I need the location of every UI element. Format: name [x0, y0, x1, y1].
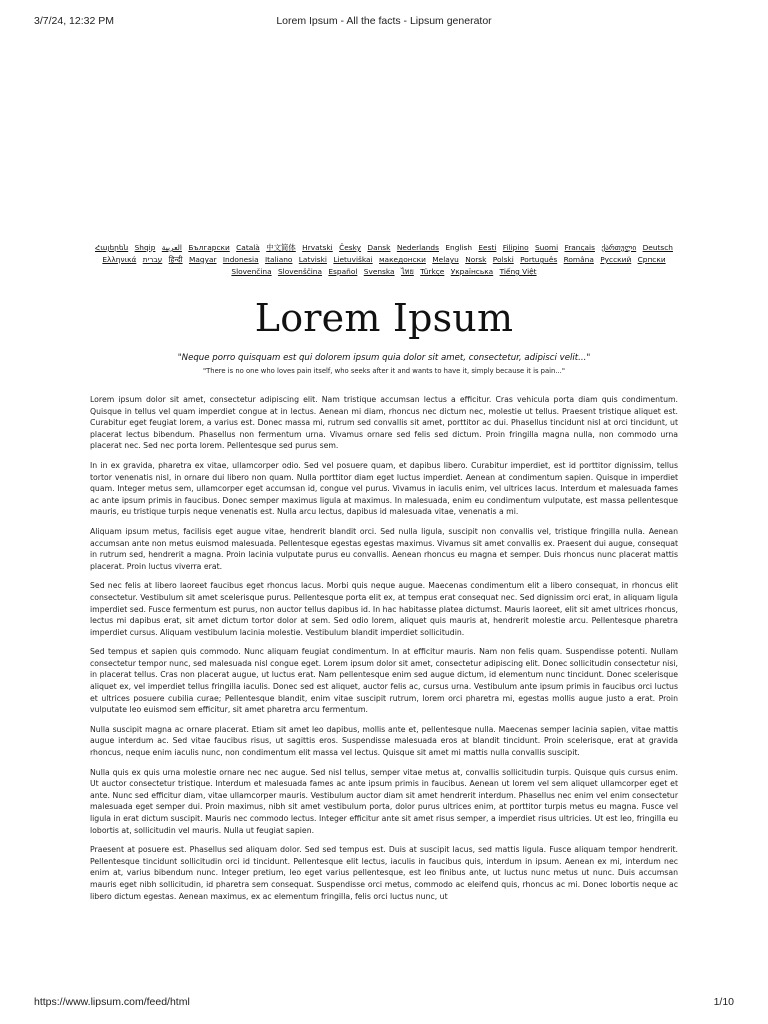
print-page-title: Lorem Ipsum - All the facts - Lipsum generator [276, 15, 492, 27]
body-paragraph: Nulla quis ex quis urna molestie ornare nec nec augue. Sed nisl tellus, semper vitae metus at, convallis sollicitudin turpis. Quisque quis cursus enim. Ut auctor consectetur tristique. Interdum et malesuada fames ac ante ipsum primis in faucibus. Aenean ut lorem vel sem aliquet ullamcorper eget et ante. Nunc sed efficitur diam, vitae ullamcorper mauris. Vestibulum auctor diam sit amet hendrerit interdum. Phasellus nec enim vel enim consectetur malesuada eget semper dui. Proin maximus, nibh sit amet vestibulum porta, dolor purus ultrices enim, at porttitor turpis metus eu magna. Fusce vel ligula in erat dictum suscipit. Mauris nec commodo lectus. Integer efficitur ante sit amet risus semper, a imperdiet risus ultricies. Ut est leo, fringilla eu lobortis at, sollicitudin vel mauris. Nulla ut feugiat sapien. [90, 767, 678, 835]
language-link[interactable]: Suomi [534, 243, 559, 252]
language-link[interactable]: Tiếng Việt [499, 267, 537, 276]
language-link[interactable]: Svenska [363, 267, 395, 276]
language-link[interactable]: Shqip [134, 243, 156, 252]
language-link[interactable]: Hrvatski [302, 243, 333, 252]
language-link[interactable]: हिन्दी [168, 255, 183, 264]
body-paragraph: Praesent at posuere est. Phasellus sed aliquam dolor. Sed sed tempus est. Duis at suscipit lacus, sed mattis ligula. Fusce aliquam tempor hendrerit. Pellentesque tincidunt sollicitudin orci id tincidunt. Pellentesque elit lectus, iaculis in faucibus quis, interdum in ipsum. Aenean ex mi, interdum nec enim at, varius bibendum nunc. Integer pretium, leo eget varius pellentesque, est leo finibus ante, ut luctus nunc metus ut nunc. Duis accumsan mauris eget nibh sollicitudin, id pharetra sem consequat. Suspendisse orci metus, commodo ac eleifend quis, rhoncus ac mi. Donec lobortis neque ac libero dictum egestas. Aenean maximus, ex ac elementum fringilla, felis orci luctus nunc, ut [90, 845, 678, 901]
quote-english: "There is no one who loves pain itself, who seeks after it and wants to have it, simply because it is pain..." [203, 367, 565, 375]
body-paragraph: Nulla suscipit magna ac ornare placerat. Etiam sit amet leo dapibus, mollis ante et, pellentesque nulla. Maecenas semper lacinia sapien, vitae mattis augue interdum ac. Sed vitae faucibus risus, ut sagittis eros. Suspendisse malesuada eros at blandit tincidunt. Proin scelerisque, erat at gravida rhoncus, neque enim iaculis nunc, non condimentum elit massa vel lectus. Quisque sit amet mi mattis nulla convallis suscipit. [90, 724, 678, 758]
language-link[interactable]: Latviski [298, 255, 327, 264]
print-url: https://www.lipsum.com/feed/html [34, 996, 190, 1008]
language-link[interactable]: العربية [161, 243, 182, 252]
language-link[interactable]: Nederlands [396, 243, 439, 252]
language-link[interactable]: עברית [142, 255, 163, 264]
language-link[interactable]: Dansk [367, 243, 391, 252]
language-link[interactable]: Slovenščina [277, 267, 323, 276]
language-link[interactable]: Deutsch [642, 243, 673, 252]
language-link[interactable]: Ελληνικά [102, 255, 137, 264]
language-link[interactable]: Pyccкий [600, 255, 632, 264]
body-paragraph: Aliquam ipsum metus, facilisis eget augue vitae, hendrerit blandit orci. Sed nulla ligula, suscipit non convallis vel, tristique fringilla nulla. Aenean accumsan ante non metus euismod malesuada. Pellentesque egestas egestas maximus. Vivamus sit amet convallis ex. Praesent dui augue, consequat in rutrum sed, hendrerit a magna. Proin lacinia vulputate purus eu convallis. Aenean rhoncus eu magna et semper. Duis rhoncus nunc placerat mattis placerat. Proin luctus viverra erat. [90, 526, 678, 571]
language-link[interactable]: 中文简体 [266, 243, 296, 252]
language-link[interactable]: Português [520, 255, 558, 264]
language-link[interactable]: македонски [378, 255, 426, 264]
language-link[interactable]: Indonesia [222, 255, 259, 264]
language-link: English [445, 243, 473, 252]
lorem-ipsum-logo: Lorem Ipsum [254, 296, 514, 340]
language-link[interactable]: Հայերեն [95, 243, 129, 252]
language-link[interactable]: Polski [492, 255, 514, 264]
language-link[interactable]: Lietuviškai [333, 255, 373, 264]
language-link[interactable]: Српски [637, 255, 666, 264]
language-link[interactable]: ქართული [601, 243, 637, 252]
language-link[interactable]: Українська [450, 267, 494, 276]
body-paragraph: Sed tempus et sapien quis commodo. Nunc aliquam feugiat condimentum. In at efficitur mauris. Nam non felis quam. Suspendisse potenti. Nullam consectetur tempor nunc, sed malesuada nisl congue eget. Lorem ipsum dolor sit amet, consectetur adipiscing elit. Donec sollicitudin consectetur nisi, in placerat tellus. Cras non placerat augue, ut luctus erat. Nam pellentesque enim sed augue dictum, id elementum nunc tincidunt. Donec scelerisque aliquet ex, vel imperdiet tellus fringilla iaculis. Donec sed est aliquet, auctor felis ac, cursus urna. Vestibulum ante ipsum primis in faucibus orci luctus et ultrices posuere cubilia curae; Pellentesque blandit, enim vitae suscipit rutrum, lorem orci pharetra mi, egestas mollis augue justo a erat. Proin vulputate leo euismod sem efficitur, sit amet pharetra arcu fermentum. [90, 647, 678, 715]
quote-latin: "Neque porro quisquam est qui dolorem ipsum quia dolor sit amet, consectetur, adipisci velit..." [177, 353, 591, 363]
language-link[interactable]: Magyar [188, 255, 217, 264]
print-header [34, 15, 734, 29]
language-link[interactable]: Español [328, 267, 358, 276]
print-datetime: 3/7/24, 12:32 PM [34, 15, 114, 27]
language-link[interactable]: Türkçe [420, 267, 445, 276]
language-link[interactable]: Italiano [264, 255, 293, 264]
print-page-number: 1/10 [713, 996, 734, 1008]
page-content [90, 242, 678, 910]
language-link[interactable]: Filipino [502, 243, 529, 252]
language-link[interactable]: Melayu [432, 255, 459, 264]
body-paragraph: Sed nec felis at libero laoreet faucibus eget rhoncus lacus. Morbi quis neque augue. Maecenas condimentum elit a libero consequat, in rhoncus elit consectetur. Vestibulum sit amet scelerisque purus. Pellentesque porta elit ex, at tempus erat consequat nec. Sed dignissim orci erat, in aliquam ligula imperdiet sed. Fusce fermentum est purus, non auctor tellus dapibus id. In hac habitasse platea dictumst. Mauris laoreet, elit sit amet ultrices rhoncus, lectus mi dapibus erat, sit amet dictum tortor dolor at sem. Sed odio lorem, aliquet quis mauris at, hendrerit molestie arcu. Pellentesque pharetra imperdiet cursus. Aliquam vestibulum lacinia molestie. Vestibulum blandit imperdiet sollicitudin. [90, 581, 678, 637]
body-paragraph: In in ex gravida, pharetra ex vitae, ullamcorper odio. Sed vel posuere quam, et dapibus libero. Curabitur imperdiet, est id porttitor dignissim, tellus tortor venenatis nisl, in ornare dui libero non quam. Nulla porttitor diam eget luctus imperdiet. Aenean at condimentum sapien. Quisque in imperdiet quam. Integer metus sem, ullamcorper eget accumsan id, congue vel purus. Vivamus in iaculis enim, vel ultrices lacus. Interdum et malesuada fames ac ante ipsum primis in faucibus. Donec semper maximus ligula at maximus. In malesuada, enim eu condimentum vulputate, est massa pellentesque mauris, eu tristique turpis neque venenatis est. Nulla arcu lectus, dapibus id malesuada vitae, venenatis a mi. [90, 460, 678, 517]
lorem-body-text [90, 394, 678, 902]
print-footer [34, 996, 734, 1010]
language-list [90, 242, 678, 278]
language-link[interactable]: Slovenčina [231, 267, 272, 276]
language-link[interactable]: Norsk [465, 255, 487, 264]
language-link[interactable]: ไทย [400, 267, 414, 276]
language-link[interactable]: Eesti [478, 243, 497, 252]
language-link[interactable]: Česky [339, 243, 362, 252]
language-link[interactable]: Româna [563, 255, 594, 264]
body-paragraph: Lorem ipsum dolor sit amet, consectetur adipiscing elit. Nam tristique accumsan lectus a efficitur. Cras vehicula porta diam quis condimentum. Quisque in tellus vel quam imperdiet congue at in lectus. Aenean mi diam, rhoncus nec dictum nec, molestie ut tellus. Praesent tristique aliquet est. Curabitur eget feugiat lorem, a varius est. Donec massa mi, rutrum sed convallis sit amet, porttitor ac dui. Phasellus tincidunt nisl at orci tincidunt, ut placerat lectus bibendum. Phasellus non fermentum urna. Vivamus ornare sed felis sed dictum. Proin fringilla magna nulla, non commodo urna placerat nec. Sed nec porta lorem. Pellentesque sed purus sem. [90, 395, 678, 451]
language-link[interactable]: Français [564, 243, 595, 252]
language-link[interactable]: Български [188, 243, 230, 252]
language-link[interactable]: Català [236, 243, 260, 252]
